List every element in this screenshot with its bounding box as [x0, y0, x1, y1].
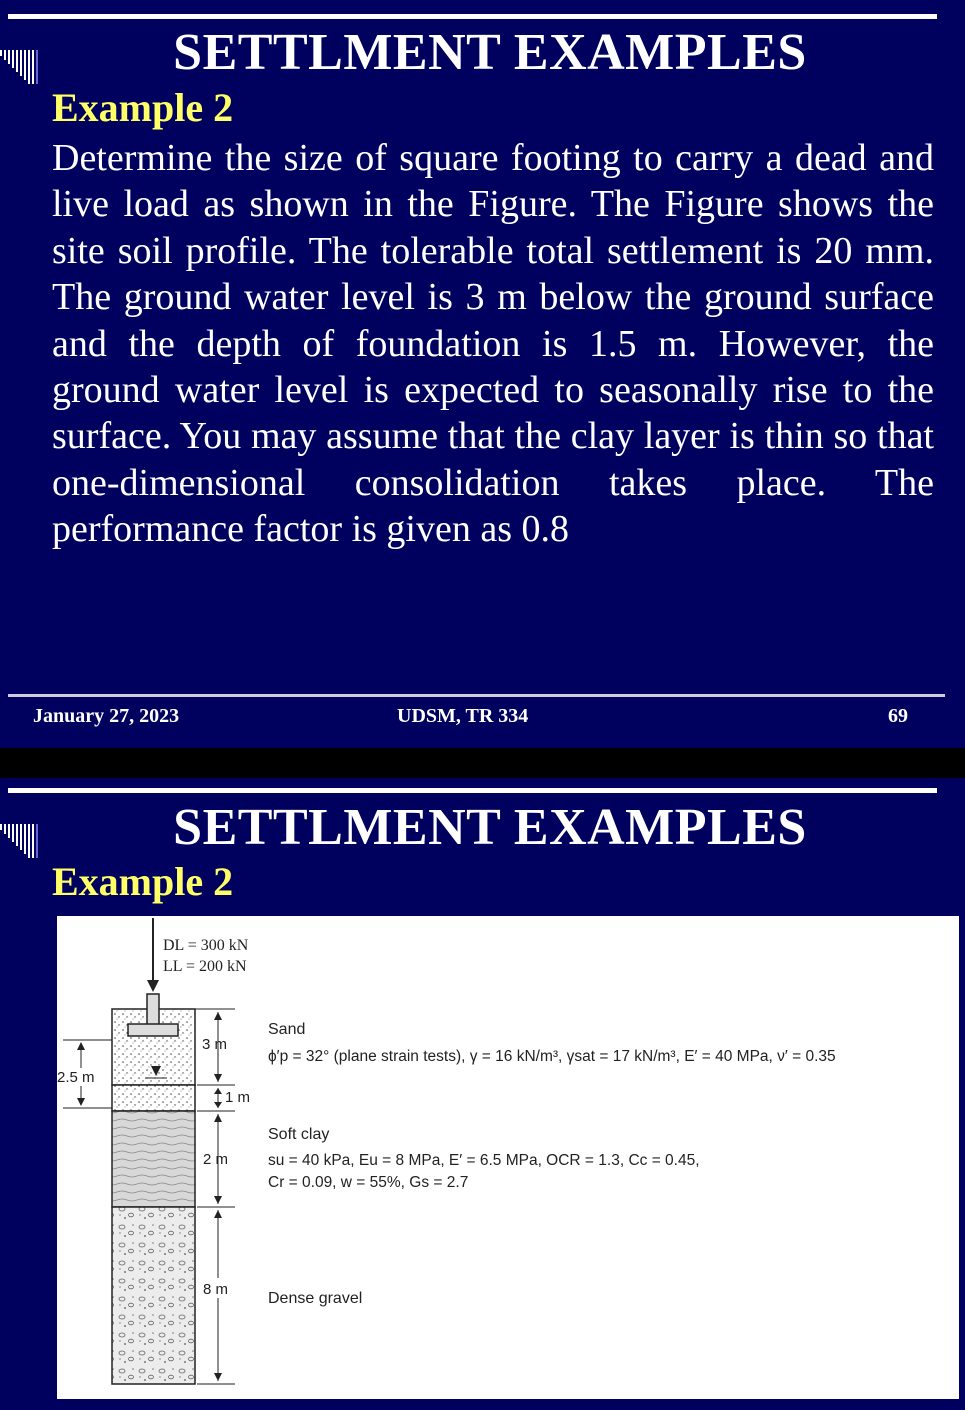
- soft-clay-properties-line-1: su = 40 kPa, Eu = 8 MPa, E′ = 6.5 MPa, OCR = 1.3, Cc = 0.45,: [268, 1152, 700, 1169]
- load-arrowhead-icon: [147, 980, 159, 992]
- top-rule: [8, 14, 937, 19]
- sand-below-water-layer: [112, 1085, 195, 1111]
- footer-course: UDSM, TR 334: [397, 705, 529, 727]
- dense-gravel-layer: [112, 1207, 195, 1384]
- problem-statement: Determine the size of square footing to carry a dead and live load as shown in the Figure. The Figure shows the site soil profile. The tolerable total settlement is 20 mm. The ground water level is 3 m below the ground surface and the depth of foundation is 1.5 m. However, the ground water level is expected to seasonally rise to the surface. You may assume that the clay layer is thin so that one-dimensional consolidation takes place. The performance factor is given as 0.8: [52, 137, 934, 551]
- live-load-label: LL = 200 kN: [163, 958, 247, 975]
- example-heading: Example 2: [52, 85, 234, 130]
- soil-profile-figure: [57, 916, 959, 1399]
- footing-column: [147, 994, 159, 1026]
- soft-clay-layer: [112, 1111, 195, 1207]
- top-rule: [8, 788, 937, 793]
- soil-profile-diagram: [57, 916, 959, 1399]
- soft-clay-properties-line-2: Cr = 0.09, w = 55%, Gs = 2.7: [268, 1174, 469, 1191]
- slide-title: SETTLMENT EXAMPLES: [173, 24, 807, 81]
- footing-pad: [128, 1024, 178, 1036]
- dense-gravel-label: Dense gravel: [268, 1290, 363, 1307]
- footer-rule: [8, 694, 945, 697]
- example-heading: Example 2: [52, 859, 234, 904]
- dimension-8m-label: 8 m: [203, 1281, 229, 1298]
- dimension-2-5m-label: 2.5 m: [57, 1069, 95, 1086]
- dimension-1m-label: 1 m: [225, 1089, 251, 1106]
- slide-2: [0, 778, 965, 1410]
- footer-date: January 27, 2023: [33, 705, 180, 727]
- dimension-3m-label: 3 m: [202, 1036, 228, 1053]
- slide-title: SETTLMENT EXAMPLES: [173, 799, 807, 856]
- soft-clay-label: Soft clay: [268, 1126, 330, 1143]
- dead-load-label: DL = 300 kN: [163, 937, 249, 954]
- dimension-2m-label: 2 m: [203, 1151, 229, 1168]
- sand-properties: ϕ′p = 32° (plane strain tests), γ = 16 kN/m³, γsat = 17 kN/m³, E′ = 40 MPa, ν′ = 0.35: [268, 1048, 836, 1065]
- footer-page-number: 69: [888, 705, 908, 727]
- sand-label: Sand: [268, 1021, 306, 1038]
